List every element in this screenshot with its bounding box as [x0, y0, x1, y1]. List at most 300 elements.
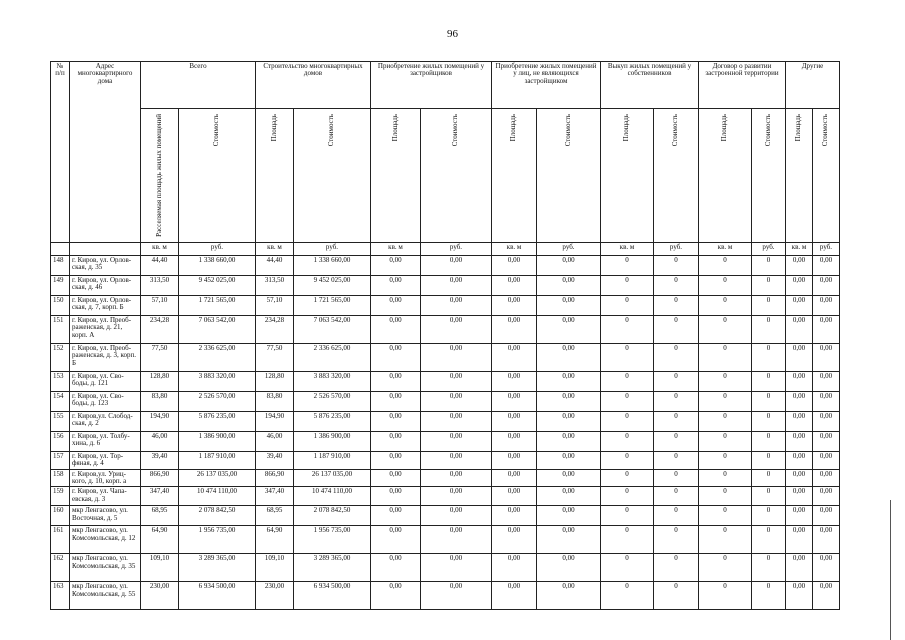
table-cell: 2 526 570,00: [179, 391, 256, 411]
col-header-num: № п/п: [51, 62, 70, 243]
table-cell: 0: [654, 371, 699, 391]
table-row: [51, 343, 840, 371]
table-cell: 0,00: [492, 487, 537, 506]
group-header-developers: Приобретение жилых помещений у застройщиков: [371, 62, 492, 109]
table-cell: 2 078 842,50: [294, 506, 371, 526]
table-cell: 0: [601, 431, 654, 451]
table-cell: 6 934 500,00: [179, 582, 256, 610]
table-cell: 0,00: [537, 451, 601, 469]
table-cell: 0: [699, 487, 752, 506]
table-cell: 0,00: [421, 582, 492, 610]
table-cell: 64,90: [256, 526, 294, 554]
group-header-row: [51, 62, 840, 109]
unit-cell: руб.: [421, 242, 492, 255]
row-number: 159: [51, 487, 70, 506]
row-address: мкр Ленгасово, ул. Комсомольская, д. 55: [70, 582, 141, 610]
table-cell: 313,50: [256, 275, 294, 295]
table-cell: 77,50: [141, 343, 179, 371]
table-cell: 0,00: [813, 255, 840, 275]
table-cell: 0: [654, 526, 699, 554]
table-cell: 0,00: [492, 315, 537, 343]
table-cell: 0,00: [537, 431, 601, 451]
table-cell: 0: [752, 295, 786, 315]
table-row: [51, 431, 840, 451]
table-row: [51, 582, 840, 610]
table-cell: 0,00: [421, 487, 492, 506]
table-cell: 0,00: [492, 469, 537, 487]
table-cell: 2 526 570,00: [294, 391, 371, 411]
unit-cell: кв. м: [601, 242, 654, 255]
row-address: г. Киров, ул. Тор-фяная, д. 4: [70, 451, 141, 469]
group-header-construction: Строительство многоквартирных домов: [256, 62, 371, 109]
table-cell: 0,00: [492, 431, 537, 451]
table-cell: 0,00: [371, 255, 421, 275]
table-cell: 39,40: [141, 451, 179, 469]
table-cell: 46,00: [256, 431, 294, 451]
table-cell: 0,00: [786, 391, 813, 411]
table-cell: 0,00: [537, 506, 601, 526]
row-address: мкр Ленгасово, ул. Комсомольская, д. 35: [70, 554, 141, 582]
table-cell: 194,90: [141, 411, 179, 431]
table-cell: 234,28: [141, 315, 179, 343]
table-cell: 3 883 320,00: [179, 371, 256, 391]
table-cell: 83,80: [141, 391, 179, 411]
table-cell: 0: [654, 554, 699, 582]
table-cell: 0,00: [813, 526, 840, 554]
sub-header-row: [51, 109, 840, 243]
table-cell: 0,00: [421, 371, 492, 391]
table-cell: 0,00: [421, 255, 492, 275]
table-cell: 0,00: [371, 506, 421, 526]
table-cell: 0,00: [421, 526, 492, 554]
table-cell: 0,00: [537, 526, 601, 554]
row-address: г. Киров, ул. Преоб-раженская, д. 21, корп. А: [70, 315, 141, 343]
row-address: г. Киров, ул. Орлов-ская, д. 7, корп. Б: [70, 295, 141, 315]
table-cell: 0,00: [786, 526, 813, 554]
table-cell: 39,40: [256, 451, 294, 469]
table-cell: 0,00: [371, 275, 421, 295]
table-cell: 0,00: [537, 275, 601, 295]
table-cell: 0: [699, 371, 752, 391]
table-cell: 0,00: [371, 343, 421, 371]
table-cell: 1 956 735,00: [294, 526, 371, 554]
table-cell: 0,00: [813, 469, 840, 487]
unit-cell: кв. м: [371, 242, 421, 255]
table-cell: 0,00: [786, 487, 813, 506]
sub-header-area: Площадь: [601, 109, 654, 243]
unit-cell: руб.: [654, 242, 699, 255]
table-cell: 0,00: [786, 343, 813, 371]
table-cell: 0,00: [786, 371, 813, 391]
unit-cell: кв. м: [786, 242, 813, 255]
row-number: 150: [51, 295, 70, 315]
table-cell: 0,00: [492, 295, 537, 315]
table-cell: 0: [601, 275, 654, 295]
table-cell: 0: [699, 315, 752, 343]
sub-header-resettled-area: Расселяемая площадь жилых помещений: [141, 109, 179, 243]
table-cell: 109,10: [256, 554, 294, 582]
table-cell: 0,00: [421, 469, 492, 487]
table-cell: 0: [699, 506, 752, 526]
row-number: 154: [51, 391, 70, 411]
table-cell: 0,00: [813, 582, 840, 610]
table-cell: 6 934 500,00: [294, 582, 371, 610]
row-address: г. Киров,ул. Уриц-кого, д. 10, корп. а: [70, 469, 141, 487]
table-cell: 0: [654, 469, 699, 487]
row-number: 153: [51, 371, 70, 391]
table-cell: 0,00: [371, 391, 421, 411]
row-number: 148: [51, 255, 70, 275]
table-cell: 0,00: [813, 554, 840, 582]
sub-header-cost: Стоимость: [294, 109, 371, 243]
row-number: 156: [51, 431, 70, 451]
unit-cell: руб.: [752, 242, 786, 255]
sub-header-cost: Стоимость: [813, 109, 840, 243]
unit-blank: [51, 242, 70, 255]
table-cell: 0: [699, 343, 752, 371]
table-row: [51, 275, 840, 295]
table-cell: 0: [699, 295, 752, 315]
table-cell: 44,40: [256, 255, 294, 275]
table-cell: 0: [699, 255, 752, 275]
table-cell: 0: [654, 451, 699, 469]
table-cell: 0,00: [421, 411, 492, 431]
row-number: 160: [51, 506, 70, 526]
sub-header-area: Площадь: [699, 109, 752, 243]
table-cell: 1 721 565,00: [179, 295, 256, 315]
table-cell: 128,80: [256, 371, 294, 391]
table-cell: 0: [601, 487, 654, 506]
table-cell: 0,00: [371, 431, 421, 451]
row-number: 149: [51, 275, 70, 295]
table-cell: 0: [699, 411, 752, 431]
row-address: г. Киров, ул. Преоб-раженская, д. 3, корп. Б: [70, 343, 141, 371]
table-cell: 0,00: [786, 275, 813, 295]
table-cell: 0,00: [813, 295, 840, 315]
table-cell: 77,50: [256, 343, 294, 371]
table-cell: 0: [654, 391, 699, 411]
table-row: [51, 526, 840, 554]
table-cell: 1 386 900,00: [294, 431, 371, 451]
table-cell: 866,90: [256, 469, 294, 487]
table-cell: 0,00: [813, 487, 840, 506]
table-cell: 0,00: [537, 554, 601, 582]
sub-header-cost: Стоимость: [421, 109, 492, 243]
table-cell: 347,40: [256, 487, 294, 506]
table-cell: 3 883 320,00: [294, 371, 371, 391]
table-cell: 0,00: [421, 554, 492, 582]
table-cell: 0,00: [421, 343, 492, 371]
table-cell: 0,00: [421, 295, 492, 315]
table-cell: 0: [752, 526, 786, 554]
table-cell: 0,00: [421, 391, 492, 411]
table-cell: 0,00: [786, 582, 813, 610]
table-row: [51, 554, 840, 582]
row-address: г. Киров, ул. Сво-боды, д. 121: [70, 371, 141, 391]
table-cell: 0,00: [371, 487, 421, 506]
row-number: 152: [51, 343, 70, 371]
table-row: [51, 411, 840, 431]
sub-header-area: Площадь: [256, 109, 294, 243]
table-cell: 44,40: [141, 255, 179, 275]
table-cell: 1 338 660,00: [179, 255, 256, 275]
row-address: г. Киров, ул. Чапа-евская, д. 3: [70, 487, 141, 506]
table-cell: 64,90: [141, 526, 179, 554]
table-cell: 0,00: [786, 315, 813, 343]
group-header-other: Другие: [786, 62, 840, 109]
table-cell: 0: [654, 431, 699, 451]
table-cell: 0,00: [537, 371, 601, 391]
table-cell: 0,00: [813, 275, 840, 295]
row-address: г. Киров, ул. Сво-боды, д. 123: [70, 391, 141, 411]
table-cell: 0,00: [537, 255, 601, 275]
table-row: [51, 487, 840, 506]
table-cell: 109,10: [141, 554, 179, 582]
table-cell: 0,00: [371, 526, 421, 554]
table-cell: 0: [699, 391, 752, 411]
table-cell: 0,00: [786, 469, 813, 487]
table-cell: 0,00: [537, 411, 601, 431]
unit-cell: кв. м: [141, 242, 179, 255]
table-cell: 0: [699, 275, 752, 295]
table-cell: 26 137 035,00: [294, 469, 371, 487]
table-cell: 5 876 235,00: [294, 411, 371, 431]
table-cell: 57,10: [141, 295, 179, 315]
row-number: 158: [51, 469, 70, 487]
table-cell: 0,00: [813, 391, 840, 411]
table-cell: 10 474 110,00: [294, 487, 371, 506]
table-cell: 0: [752, 255, 786, 275]
table-row: [51, 506, 840, 526]
table-cell: 0: [752, 343, 786, 371]
table-cell: 9 452 025,00: [179, 275, 256, 295]
table-cell: 0: [699, 582, 752, 610]
table-cell: 0,00: [786, 554, 813, 582]
table-cell: 7 063 542,00: [179, 315, 256, 343]
table-cell: 1 338 660,00: [294, 255, 371, 275]
table-cell: 2 336 625,00: [179, 343, 256, 371]
table-cell: 866,90: [141, 469, 179, 487]
table-cell: 0,00: [421, 506, 492, 526]
table-cell: 0: [752, 275, 786, 295]
unit-cell: руб.: [294, 242, 371, 255]
table-cell: 0,00: [813, 451, 840, 469]
table-cell: 0: [601, 526, 654, 554]
table-cell: 5 876 235,00: [179, 411, 256, 431]
unit-cell: руб.: [537, 242, 601, 255]
row-address: г. Киров, ул. Орлов-ская, д. 35: [70, 255, 141, 275]
table-cell: 1 187 910,00: [179, 451, 256, 469]
table-cell: 0: [601, 451, 654, 469]
table-cell: 0,00: [786, 506, 813, 526]
table-cell: 0: [601, 554, 654, 582]
table-cell: 0,00: [371, 469, 421, 487]
row-number: 161: [51, 526, 70, 554]
table-cell: 0,00: [786, 295, 813, 315]
table-cell: 0,00: [492, 411, 537, 431]
table-cell: 0: [654, 487, 699, 506]
row-address: г. Киров, ул. Толбу-хина, д. 6: [70, 431, 141, 451]
table-cell: 0: [654, 343, 699, 371]
page-edge-line: [890, 500, 891, 640]
table-cell: 0,00: [371, 371, 421, 391]
table-cell: 230,00: [141, 582, 179, 610]
table-cell: 0,00: [492, 275, 537, 295]
table-row: [51, 391, 840, 411]
table-cell: 0,00: [421, 315, 492, 343]
table-cell: 0: [654, 582, 699, 610]
table-cell: 0,00: [371, 582, 421, 610]
table-cell: 347,40: [141, 487, 179, 506]
table-cell: 0,00: [492, 526, 537, 554]
row-number: 163: [51, 582, 70, 610]
sub-header-area: Площадь: [786, 109, 813, 243]
table-cell: 234,28: [256, 315, 294, 343]
table-cell: 1 956 735,00: [179, 526, 256, 554]
row-address: г. Киров, ул. Орлов-ская, д. 46: [70, 275, 141, 295]
table-cell: 0: [752, 315, 786, 343]
units-row: [51, 242, 840, 255]
unit-cell: руб.: [813, 242, 840, 255]
table-row: [51, 371, 840, 391]
table-cell: 0: [699, 469, 752, 487]
table-cell: 0,00: [492, 343, 537, 371]
table-cell: 2 078 842,50: [179, 506, 256, 526]
page-number: 96: [447, 28, 458, 40]
unit-cell: кв. м: [256, 242, 294, 255]
table-cell: 9 452 025,00: [294, 275, 371, 295]
table-cell: 0: [752, 411, 786, 431]
sub-header-cost: Стоимость: [537, 109, 601, 243]
sub-header-area: Площадь: [371, 109, 421, 243]
table-cell: 0,00: [813, 411, 840, 431]
unit-cell: кв. м: [492, 242, 537, 255]
table-cell: 0,00: [421, 275, 492, 295]
table-cell: 0: [699, 526, 752, 554]
table-cell: 0: [601, 315, 654, 343]
table-row: [51, 469, 840, 487]
table-cell: 0,00: [371, 315, 421, 343]
table-cell: 0: [601, 295, 654, 315]
sub-header-cost: Стоимость: [654, 109, 699, 243]
table-cell: 1 721 565,00: [294, 295, 371, 315]
table-row: [51, 315, 840, 343]
table-cell: 0: [654, 255, 699, 275]
table-cell: 0,00: [786, 431, 813, 451]
table-cell: 0,00: [371, 451, 421, 469]
table-cell: 0,00: [421, 431, 492, 451]
table-cell: 3 289 365,00: [294, 554, 371, 582]
table-cell: 1 386 900,00: [179, 431, 256, 451]
table-row: [51, 295, 840, 315]
table-cell: 0: [752, 487, 786, 506]
table-cell: 0: [601, 391, 654, 411]
table-cell: 0,00: [492, 506, 537, 526]
table-cell: 68,95: [141, 506, 179, 526]
table-cell: 10 474 110,00: [179, 487, 256, 506]
table-cell: 0,00: [537, 343, 601, 371]
table-cell: 0: [654, 506, 699, 526]
table-cell: 0: [654, 275, 699, 295]
table-cell: 0: [654, 295, 699, 315]
unit-cell: руб.: [179, 242, 256, 255]
table-cell: 0,00: [786, 255, 813, 275]
table-cell: 0,00: [537, 315, 601, 343]
table-cell: 0: [601, 582, 654, 610]
table-cell: 0: [752, 451, 786, 469]
table-cell: 0,00: [786, 451, 813, 469]
row-number: 155: [51, 411, 70, 431]
table-cell: 0,00: [537, 295, 601, 315]
table-cell: 0,00: [492, 582, 537, 610]
table-cell: 0,00: [537, 582, 601, 610]
table-cell: 0: [699, 554, 752, 582]
table-cell: 83,80: [256, 391, 294, 411]
row-address: мкр Ленгасово, ул. Комсомольская, д. 12: [70, 526, 141, 554]
table-cell: 0: [601, 469, 654, 487]
table-cell: 1 187 910,00: [294, 451, 371, 469]
row-address: г. Киров,ул. Слобод-ская, д. 2: [70, 411, 141, 431]
table-cell: 0,00: [813, 343, 840, 371]
table-cell: 0: [752, 554, 786, 582]
table-cell: 0,00: [371, 411, 421, 431]
table-cell: 0: [654, 315, 699, 343]
table-cell: 0: [699, 451, 752, 469]
table-cell: 0,00: [813, 506, 840, 526]
table-cell: 57,10: [256, 295, 294, 315]
table-row: [51, 451, 840, 469]
table-cell: 0: [601, 343, 654, 371]
table-cell: 0,00: [371, 554, 421, 582]
table-cell: 0: [752, 391, 786, 411]
row-number: 151: [51, 315, 70, 343]
row-address: мкр Ленгасово, ул. Восточная, д. 5: [70, 506, 141, 526]
sub-header-area: Площадь: [492, 109, 537, 243]
table-cell: 0,00: [537, 469, 601, 487]
table-row: [51, 255, 840, 275]
sub-header-cost: Стоимость: [179, 109, 256, 243]
table-cell: 0,00: [813, 315, 840, 343]
group-header-buyout: Выкуп жилых помещений у собственников: [601, 62, 699, 109]
table-cell: 0,00: [537, 487, 601, 506]
table-cell: 0,00: [492, 451, 537, 469]
table-cell: 0,00: [492, 554, 537, 582]
table-cell: 194,90: [256, 411, 294, 431]
group-header-territory: Договор о развитии застроенной территории: [699, 62, 786, 109]
group-header-non-developers: Приобретение жилых помещений у лиц, не являющихся застройщиком: [492, 62, 601, 109]
table-cell: 0,00: [813, 371, 840, 391]
group-header-total: Всего: [141, 62, 256, 109]
table-cell: 0: [752, 506, 786, 526]
table-cell: 0: [601, 371, 654, 391]
table-cell: 128,80: [141, 371, 179, 391]
table-cell: 0,00: [371, 295, 421, 315]
table-cell: 2 336 625,00: [294, 343, 371, 371]
table-cell: 0: [699, 431, 752, 451]
table-cell: 68,95: [256, 506, 294, 526]
table-cell: 0: [752, 469, 786, 487]
table-cell: 0: [752, 582, 786, 610]
row-number: 162: [51, 554, 70, 582]
table-cell: 0,00: [786, 411, 813, 431]
col-header-address: Адрес многоквартирного дома: [70, 62, 141, 243]
table-cell: 26 137 035,00: [179, 469, 256, 487]
table-cell: 0: [752, 431, 786, 451]
table-cell: 313,50: [141, 275, 179, 295]
unit-cell: кв. м: [699, 242, 752, 255]
table-cell: 46,00: [141, 431, 179, 451]
unit-blank: [70, 242, 141, 255]
